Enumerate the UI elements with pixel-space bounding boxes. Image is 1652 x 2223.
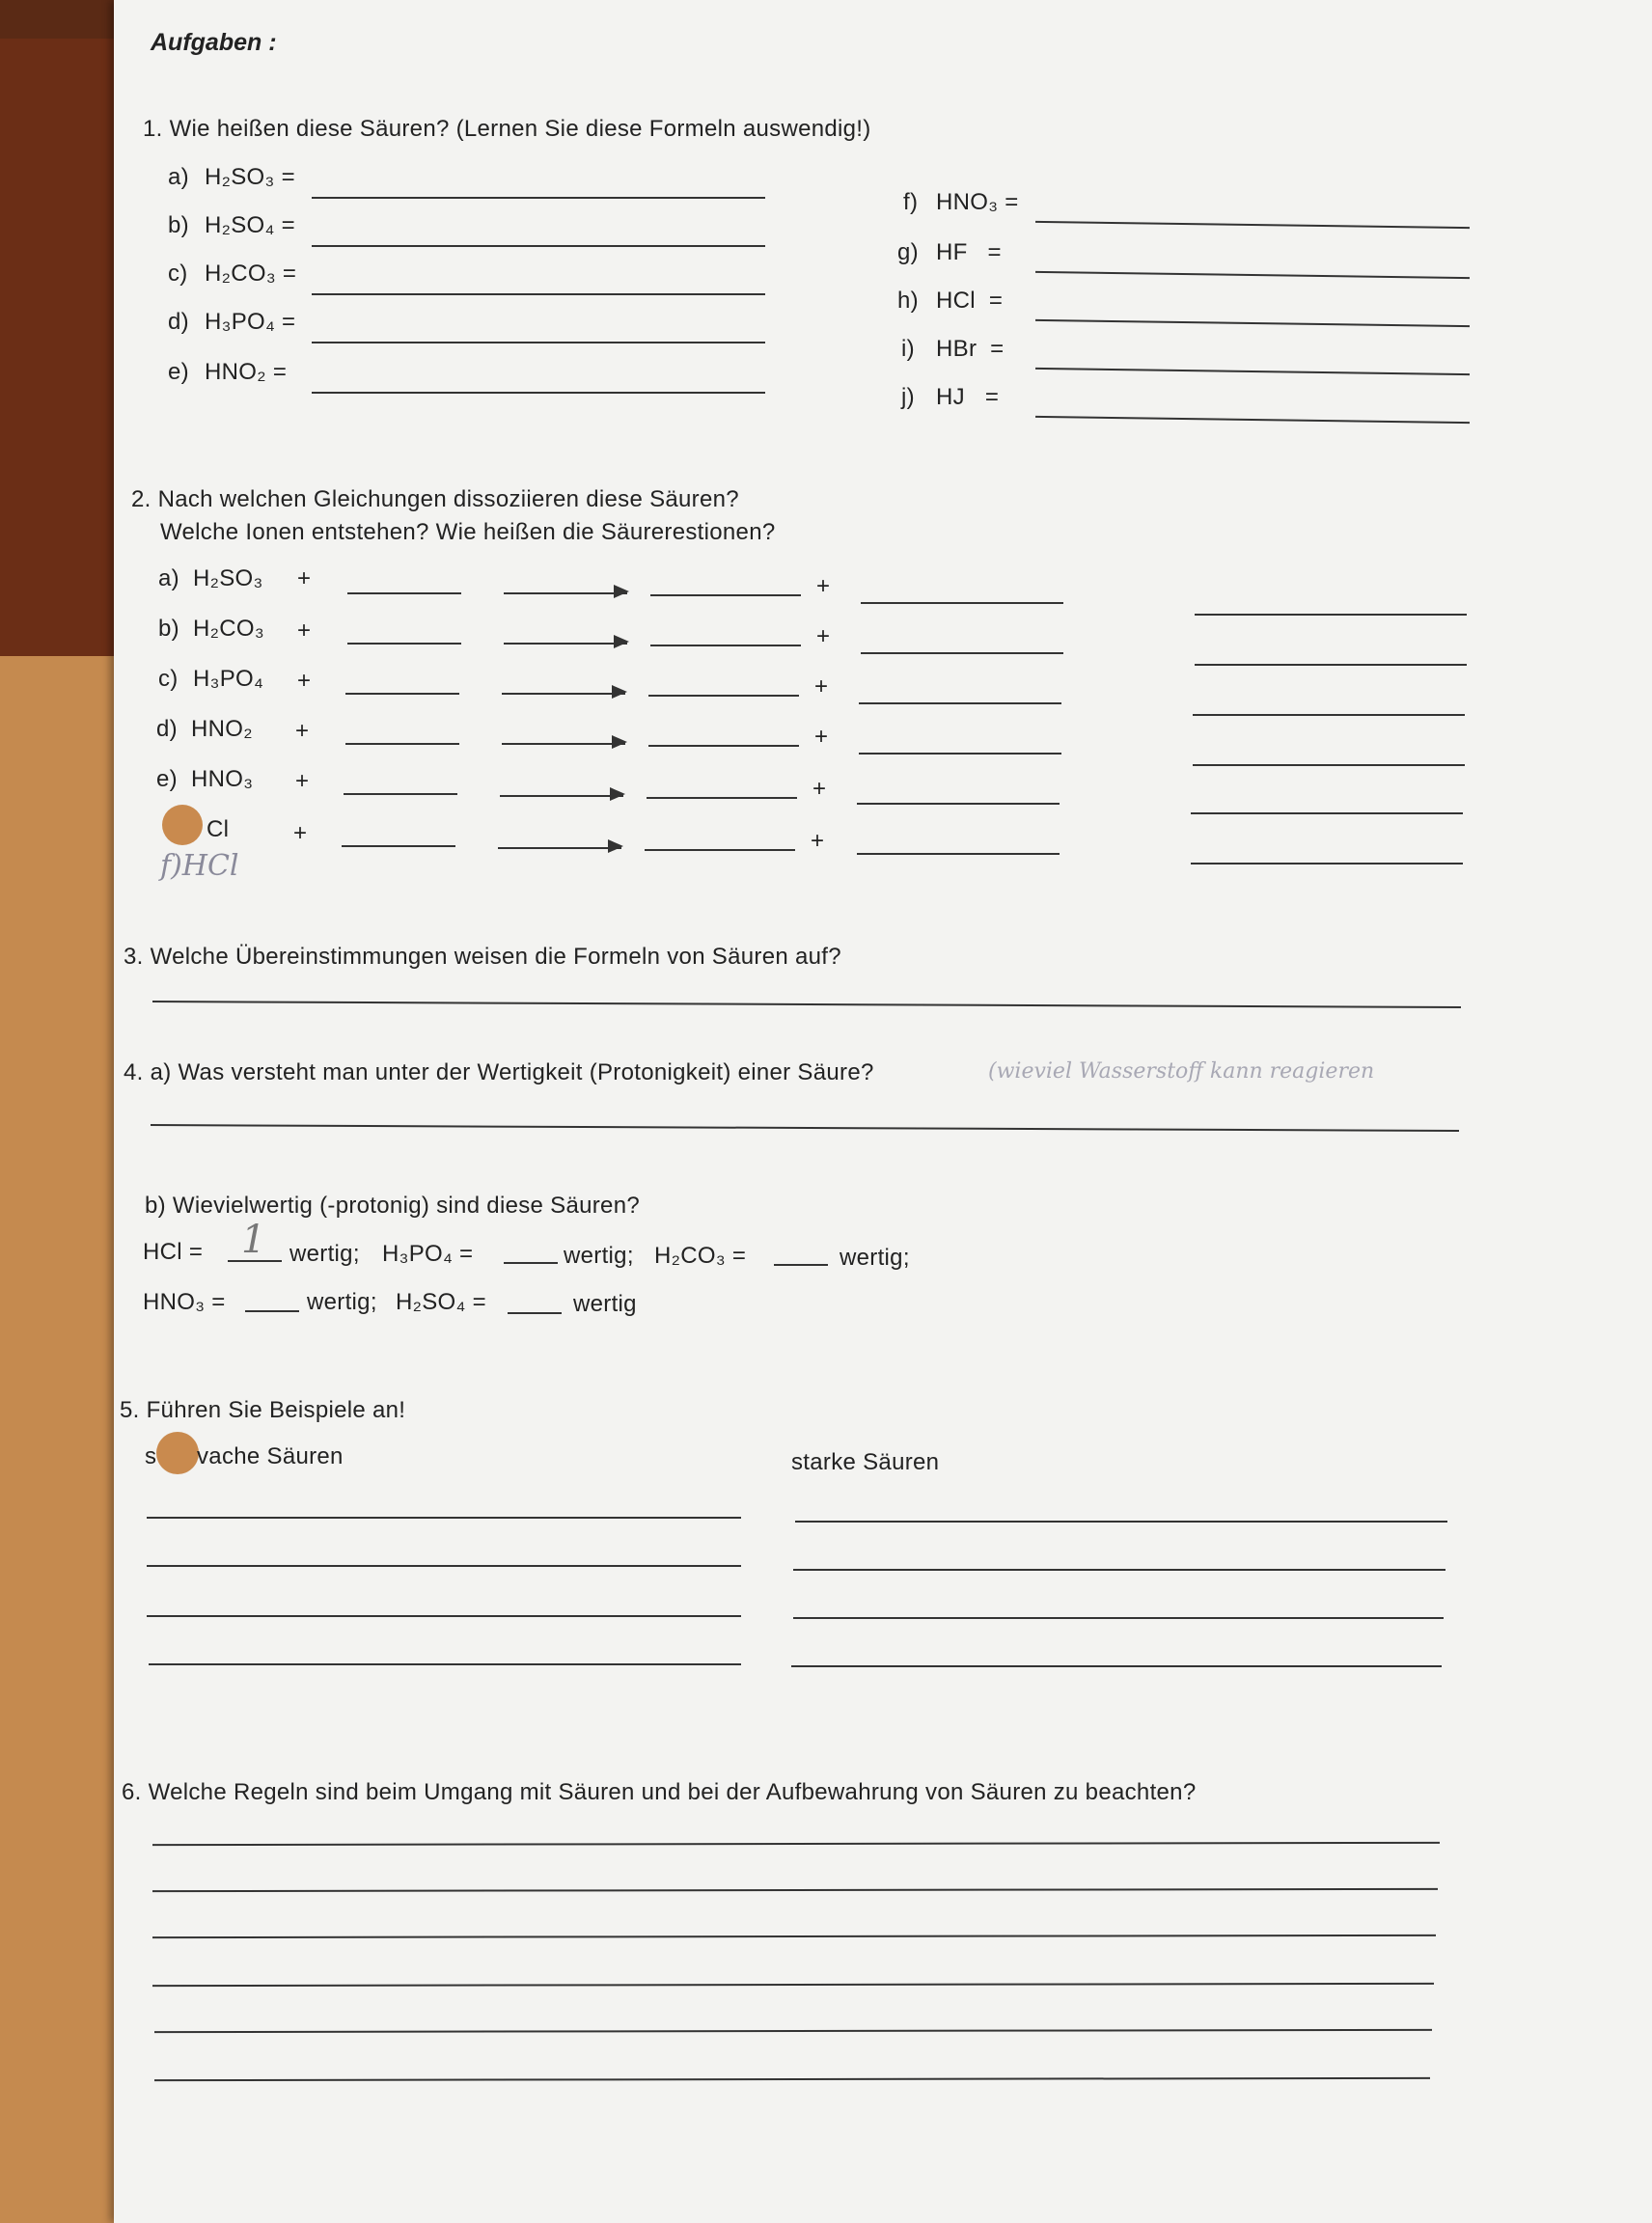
stain-mark: [162, 805, 203, 845]
answer-blank[interactable]: [342, 845, 455, 847]
plus-sign: +: [812, 776, 827, 802]
answer-blank[interactable]: [312, 392, 765, 394]
plus-sign: +: [297, 565, 312, 591]
q5-col-left-prefix: s: [145, 1443, 157, 1469]
q5-col-left: vache Säuren: [197, 1443, 344, 1469]
q1-formula: HJ =: [936, 384, 1000, 410]
answer-blank[interactable]: [345, 693, 459, 695]
q2-formula: HNO₃: [191, 766, 254, 792]
q1-label: h): [897, 288, 919, 314]
answer-line[interactable]: [152, 1983, 1434, 1987]
answer-blank[interactable]: [344, 793, 457, 795]
answer-blank[interactable]: [650, 645, 801, 646]
q2-formula: Cl: [206, 816, 230, 842]
q2-label: a): [158, 565, 179, 591]
q5-question: 5. Führen Sie Beispiele an!: [120, 1397, 406, 1423]
q4a-question: 4. a) Was versteht man unter der Wertigkeit (Protonigkeit) einer Säure?: [124, 1059, 874, 1085]
answer-line[interactable]: [152, 1888, 1438, 1892]
q2-formula: H₂CO₃: [193, 616, 264, 642]
q4-formula: HNO₃ =: [143, 1289, 226, 1315]
q1-formula: H₂CO₃ =: [205, 261, 297, 287]
answer-blank[interactable]: [1195, 614, 1467, 616]
q1-formula: HCl =: [936, 288, 1004, 314]
q1-formula: HF =: [936, 239, 1002, 265]
plus-sign: +: [295, 718, 310, 744]
answer-line[interactable]: [793, 1569, 1446, 1571]
answer-blank[interactable]: [857, 803, 1060, 805]
answer-line[interactable]: [151, 1124, 1459, 1132]
answer-blank[interactable]: [859, 753, 1061, 755]
q1-question: 1. Wie heißen diese Säuren? (Lernen Sie diese Formeln auswendig!): [143, 116, 871, 142]
q2-label: d): [156, 716, 178, 742]
answer-blank[interactable]: [1193, 714, 1465, 716]
answer-blank[interactable]: [1035, 368, 1470, 375]
answer-blank[interactable]: [347, 643, 461, 645]
answer-blank[interactable]: [861, 652, 1063, 654]
q4-formula: HCl =: [143, 1239, 204, 1265]
reaction-arrow-icon: [504, 643, 627, 645]
answer-blank[interactable]: [650, 594, 801, 596]
plus-sign: +: [811, 828, 825, 854]
q1-formula: H₃PO₄ =: [205, 309, 296, 335]
answer-blank[interactable]: [861, 602, 1063, 604]
answer-line[interactable]: [791, 1665, 1442, 1667]
answer-line[interactable]: [152, 1935, 1436, 1938]
answer-blank[interactable]: [1035, 416, 1470, 424]
plus-sign: +: [814, 724, 829, 750]
answer-blank[interactable]: [1195, 664, 1467, 666]
q2-formula: H₂SO₃: [193, 565, 263, 591]
page-title: Aufgaben :: [151, 29, 277, 56]
answer-blank[interactable]: [347, 592, 461, 594]
q4b-question: b) Wievielwertig (-protonig) sind diese Säuren?: [145, 1193, 640, 1219]
answer-blank[interactable]: [508, 1312, 562, 1314]
handwritten-note: f)HCl: [160, 849, 239, 883]
answer-blank[interactable]: [647, 797, 797, 799]
plus-sign: +: [297, 668, 312, 694]
reaction-arrow-icon: [498, 847, 621, 849]
answer-line[interactable]: [795, 1521, 1447, 1523]
answer-blank[interactable]: [345, 743, 459, 745]
answer-line[interactable]: [793, 1617, 1444, 1619]
plus-sign: +: [814, 673, 829, 700]
answer-blank[interactable]: [648, 695, 799, 697]
reaction-arrow-icon: [500, 795, 623, 797]
q1-label: b): [168, 212, 189, 238]
answer-blank[interactable]: [645, 849, 795, 851]
answer-blank[interactable]: [312, 197, 765, 199]
q2-label: b): [158, 616, 179, 642]
answer-blank[interactable]: [1035, 271, 1470, 279]
q4-suffix: wertig;: [564, 1243, 634, 1269]
answer-blank[interactable]: [857, 853, 1060, 855]
answer-line[interactable]: [147, 1517, 741, 1519]
q1-formula: HBr =: [936, 336, 1005, 362]
answer-blank[interactable]: [1193, 764, 1465, 766]
q4-formula: H₃PO₄ =: [382, 1241, 474, 1267]
q2-label: c): [158, 666, 179, 692]
q4-suffix: wertig;: [307, 1289, 377, 1315]
q1-formula: H₂SO₃ =: [205, 164, 295, 190]
answer-line[interactable]: [152, 1842, 1440, 1846]
plus-sign: +: [816, 623, 831, 649]
wood-background-dark: [0, 0, 125, 656]
q1-label: e): [168, 359, 189, 385]
answer-line[interactable]: [149, 1663, 741, 1665]
q2-question-line1: 2. Nach welchen Gleichungen dissoziieren diese Säuren?: [131, 486, 739, 512]
q5-col-right: starke Säuren: [791, 1449, 940, 1475]
answer-blank[interactable]: [245, 1310, 299, 1312]
q4-suffix: wertig: [573, 1291, 637, 1317]
q1-formula: HNO₂ =: [205, 359, 288, 385]
q1-label: a): [168, 164, 189, 190]
answer-blank[interactable]: [228, 1260, 282, 1262]
q4-suffix: wertig;: [840, 1245, 910, 1271]
q1-label: c): [168, 261, 188, 287]
q1-label: j): [901, 384, 915, 410]
answer-blank[interactable]: [312, 293, 765, 295]
answer-blank[interactable]: [312, 342, 765, 343]
plus-sign: +: [295, 768, 310, 794]
plus-sign: +: [297, 618, 312, 644]
answer-line[interactable]: [152, 1001, 1461, 1008]
answer-blank[interactable]: [312, 245, 765, 247]
answer-blank[interactable]: [859, 702, 1061, 704]
answer-blank[interactable]: [504, 1262, 558, 1264]
answer-blank[interactable]: [648, 745, 799, 747]
q4-suffix: wertig;: [289, 1241, 360, 1267]
reaction-arrow-icon: [502, 743, 625, 745]
plus-sign: +: [816, 573, 831, 599]
q1-label: f): [903, 189, 919, 215]
answer-blank[interactable]: [1035, 319, 1470, 327]
q1-formula: HNO₃ =: [936, 189, 1019, 215]
q3-question: 3. Welche Übereinstimmungen weisen die Formeln von Säuren auf?: [124, 944, 841, 970]
q2-question-line2: Welche Ionen entstehen? Wie heißen die Säurerestionen?: [160, 519, 776, 545]
answer-line[interactable]: [154, 2029, 1432, 2033]
q1-label: d): [168, 309, 189, 335]
plus-sign: +: [293, 820, 308, 846]
answer-blank[interactable]: [1035, 221, 1470, 229]
q2-formula: HNO₂: [191, 716, 253, 742]
wood-background-light: [0, 656, 125, 2223]
reaction-arrow-icon: [504, 592, 627, 594]
q4-formula: H₂CO₃ =: [654, 1243, 747, 1269]
q1-label: i): [901, 336, 915, 362]
q1-formula: H₂SO₄ =: [205, 212, 295, 238]
reaction-arrow-icon: [502, 693, 625, 695]
handwritten-answer: 1: [241, 1218, 266, 1262]
worksheet-paper: [114, 0, 1652, 2223]
answer-line[interactable]: [147, 1615, 741, 1617]
answer-line[interactable]: [154, 2077, 1430, 2081]
stain-mark: [156, 1432, 199, 1474]
answer-line[interactable]: [147, 1565, 741, 1567]
answer-blank[interactable]: [1191, 812, 1463, 814]
q6-question: 6. Welche Regeln sind beim Umgang mit Säuren und bei der Aufbewahrung von Säuren zu beachten?: [122, 1779, 1197, 1805]
q2-formula: H₃PO₄: [193, 666, 264, 692]
handwritten-answer: (wieviel Wasserstoff kann reagieren: [988, 1059, 1375, 1084]
answer-blank[interactable]: [1191, 863, 1463, 864]
answer-blank[interactable]: [774, 1264, 828, 1266]
q4-formula: H₂SO₄ =: [396, 1289, 486, 1315]
q2-label: e): [156, 766, 178, 792]
q1-label: g): [897, 239, 919, 265]
